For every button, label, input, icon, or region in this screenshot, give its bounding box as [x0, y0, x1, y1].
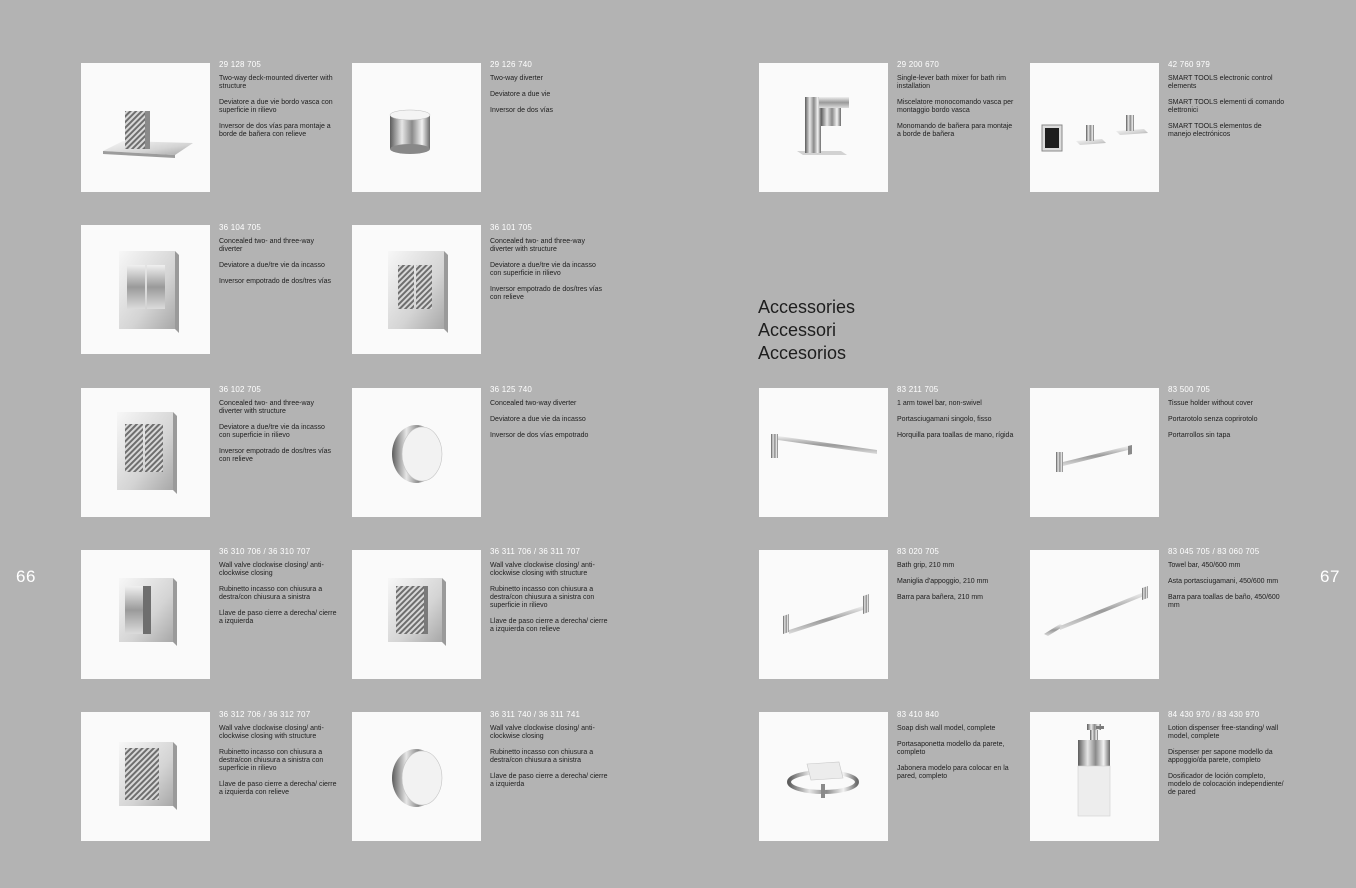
product-code: 36 310 706 / 36 310 707: [219, 547, 311, 556]
description-es: Jabonera modelo para colocar en la pared, completo: [897, 765, 1009, 780]
description-en: Wall valve clockwise closing/ anti-clockwise closing: [490, 725, 595, 740]
description-it: Maniglia d'appoggio, 210 mm: [897, 578, 989, 585]
section-title: [758, 296, 855, 365]
deck-mounted-diverter-icon: [81, 63, 210, 192]
product-image: [352, 712, 481, 841]
round-diverter-icon: [352, 63, 481, 192]
description-es: Portarrollos sin tapa: [1168, 432, 1231, 439]
description-it: Asta portasciugamani, 450/600 mm: [1168, 578, 1279, 585]
product-code: 36 312 706 / 36 312 707: [219, 710, 311, 719]
tissue-holder-icon: [1030, 388, 1159, 517]
product-info: [1168, 386, 1286, 448]
description-en: Concealed two-way diverter: [490, 400, 577, 407]
wall-knob-icon: [352, 712, 481, 841]
description-es: Inversor de dos vías: [490, 107, 554, 114]
section-title-es: Accesorios: [758, 343, 847, 363]
product-info: [490, 711, 608, 797]
description-en: Towel bar, 450/600 mm: [1168, 562, 1241, 569]
description-es: Dosificador de loción completo, modelo de colocación independiente/ de pared: [1168, 773, 1284, 796]
product-info: [219, 61, 337, 147]
description-en: Tissue holder without cover: [1168, 400, 1253, 407]
description-en: Soap dish wall model, complete: [897, 725, 996, 732]
description-it: Portasciugamani singolo, fisso: [897, 416, 992, 423]
product-code: 36 101 705: [490, 223, 533, 232]
product-image: [352, 225, 481, 354]
product-image: [81, 225, 210, 354]
description-en: Single-lever bath mixer for bath rim installation: [897, 75, 1006, 90]
product-image: [1030, 550, 1159, 679]
description-it: Rubinetto incasso con chiusura a destra/con chiusura a sinistra con superficie in rilievo: [219, 749, 324, 772]
product-code: 29 126 740: [490, 60, 533, 69]
description-en: Bath grip, 210 mm: [897, 562, 955, 569]
product-info: [1168, 711, 1286, 805]
description-es: Inversor empotrado de dos/tres vías: [219, 278, 332, 285]
product-image: [352, 388, 481, 517]
product-image: [81, 63, 210, 192]
product-image: [759, 712, 888, 841]
page-number-left: 66: [16, 567, 36, 586]
product-code: 36 311 706 / 36 311 707: [490, 547, 581, 556]
product-info: [490, 224, 608, 310]
description-it: Deviatore a due vie bordo vasca con superficie in rilievo: [219, 99, 333, 114]
product-info: [1168, 61, 1286, 147]
product-code: 36 104 705: [219, 223, 262, 232]
description-es: SMART TOOLS elementos de manejo electrónicos: [1168, 123, 1262, 138]
description-en: SMART TOOLS electronic control elements: [1168, 75, 1273, 90]
product-code: 83 045 705 / 83 060 705: [1168, 547, 1260, 556]
product-code: 36 125 740: [490, 385, 533, 394]
concealed-diverter-icon: [81, 225, 210, 354]
product-image: [759, 63, 888, 192]
description-en: Concealed two- and three-way diverter with structure: [490, 238, 585, 253]
concealed-diverter-structure-icon: [352, 225, 481, 354]
description-en: Two-way deck-mounted diverter with structure: [219, 75, 333, 90]
smart-tools-icon: [1030, 63, 1159, 192]
description-en: Lotion dispenser free-standing/ wall model, complete: [1168, 725, 1279, 740]
product-info: [897, 548, 1015, 610]
description-es: Inversor de dos vías para montaje a borde de bañera con relieve: [219, 123, 331, 138]
wall-knob-icon: [352, 388, 481, 517]
description-en: Wall valve clockwise closing/ anti-clockwise closing with structure: [490, 562, 595, 577]
description-it: Deviatore a due/tre vie da incasso con superficie in rilievo: [490, 262, 596, 277]
product-info: [490, 386, 608, 448]
product-info: [897, 711, 1015, 789]
description-it: Rubinetto incasso con chiusura a destra/con chiusura a sinistra: [219, 586, 323, 601]
lotion-dispenser-icon: [1030, 712, 1159, 841]
soap-dish-icon: [759, 712, 888, 841]
product-code: 29 128 705: [219, 60, 262, 69]
description-it: Dispenser per sapone modello da appoggio/da parete, completo: [1168, 749, 1273, 764]
description-es: Inversor empotrado de dos/tres vías con relieve: [219, 448, 332, 463]
product-info: [219, 711, 337, 805]
wall-valve-structure-icon: [81, 712, 210, 841]
description-it: Deviatore a due vie: [490, 91, 551, 98]
product-image: [1030, 63, 1159, 192]
product-image: [352, 63, 481, 192]
product-code: 29 200 670: [897, 60, 940, 69]
product-image: [759, 388, 888, 517]
description-es: Monomando de bañera para montaje a borde de bañera: [897, 123, 1013, 138]
description-it: Deviatore a due/tre vie da incasso: [219, 262, 325, 269]
product-image: [81, 388, 210, 517]
product-info: [219, 386, 337, 472]
description-es: Llave de paso cierre a derecha/ cierre a izquierda: [219, 610, 337, 625]
description-it: SMART TOOLS elementi di comando elettronici: [1168, 99, 1285, 114]
product-info: [490, 548, 608, 642]
description-es: Inversor de dos vías empotrado: [490, 432, 589, 439]
description-en: Wall valve clockwise closing/ anti-clockwise closing with structure: [219, 725, 324, 740]
long-towel-bar-icon: [1030, 550, 1159, 679]
product-info: [897, 386, 1015, 448]
product-code: 84 430 970 / 83 430 970: [1168, 710, 1260, 719]
product-code: 36 102 705: [219, 385, 262, 394]
description-es: Inversor empotrado de dos/tres vías con relieve: [490, 286, 603, 301]
wall-valve-icon: [81, 550, 210, 679]
description-it: Portasaponetta modello da parete, completo: [897, 741, 1005, 756]
product-image: [759, 550, 888, 679]
description-es: Llave de paso cierre a derecha/ cierre a izquierda con relieve: [219, 781, 337, 796]
description-en: 1 arm towel bar, non-swivel: [897, 400, 982, 407]
description-en: Two-way diverter: [490, 75, 543, 82]
wall-valve-structure-icon: [352, 550, 481, 679]
product-code: 83 410 840: [897, 710, 940, 719]
product-image: [352, 550, 481, 679]
bath-mixer-icon: [759, 63, 888, 192]
product-image: [81, 550, 210, 679]
description-it: Rubinetto incasso con chiusura a destra/con chiusura a sinistra: [490, 749, 594, 764]
towel-bar-icon: [759, 388, 888, 517]
description-en: Wall valve clockwise closing/ anti-clockwise closing: [219, 562, 324, 577]
description-es: Llave de paso cierre a derecha/ cierre a izquierda con relieve: [490, 618, 608, 633]
product-code: 42 760 979: [1168, 60, 1211, 69]
product-image: [1030, 388, 1159, 517]
product-info: [1168, 548, 1286, 618]
description-it: Rubinetto incasso con chiusura a destra/con chiusura a sinistra con superficie in rilievo: [490, 586, 595, 609]
product-code: 83 500 705: [1168, 385, 1211, 394]
description-en: Concealed two- and three-way diverter: [219, 238, 314, 253]
description-it: Portarotolo senza coprirotolo: [1168, 416, 1258, 423]
product-info: [897, 61, 1015, 147]
description-es: Horquilla para toallas de mano, rígida: [897, 432, 1014, 439]
product-info: [219, 548, 337, 634]
product-code: 83 020 705: [897, 547, 940, 556]
product-info: [490, 61, 608, 123]
product-image: [81, 712, 210, 841]
product-code: 83 211 705: [897, 385, 939, 394]
product-info: [219, 224, 337, 294]
description-es: Barra para toallas de baño, 450/600 mm: [1168, 594, 1280, 609]
concealed-diverter-structure-icon: [81, 388, 210, 517]
description-it: Deviatore a due vie da incasso: [490, 416, 586, 423]
product-code: 36 311 740 / 36 311 741: [490, 710, 581, 719]
section-title-en: Accessories: [758, 297, 856, 317]
bath-grip-icon: [759, 550, 888, 679]
page-number-right: 67: [1320, 567, 1340, 586]
product-image: [1030, 712, 1159, 841]
description-en: Concealed two- and three-way diverter with structure: [219, 400, 314, 415]
description-it: Miscelatore monocomando vasca per montaggio bordo vasca: [897, 99, 1014, 114]
description-es: Llave de paso cierre a derecha/ cierre a izquierda: [490, 773, 608, 788]
description-es: Barra para bañera, 210 mm: [897, 594, 983, 601]
description-it: Deviatore a due/tre vie da incasso con superficie in rilievo: [219, 424, 325, 439]
section-title-it: Accessori: [758, 320, 837, 340]
